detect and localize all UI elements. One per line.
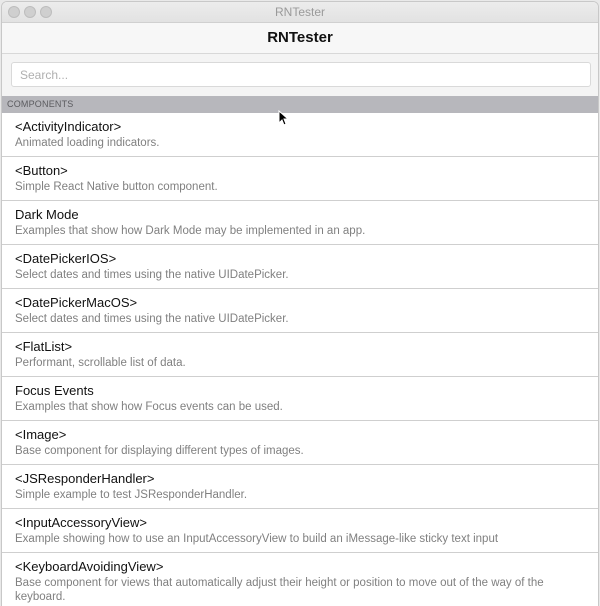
list-item-dark-mode[interactable]	[2, 201, 598, 245]
list-item-title: <ActivityIndicator>	[15, 119, 122, 134]
list-item-description: Example showing how to use an InputAccessoryView to build an iMessage-like sticky text input	[15, 533, 499, 545]
component-list[interactable]	[2, 113, 598, 606]
list-item-title: <JSResponderHandler>	[15, 471, 155, 486]
list-item-title: Dark Mode	[15, 207, 79, 222]
list-item-title: <KeyboardAvoidingView>	[15, 559, 164, 574]
list-item-focus-events[interactable]	[2, 377, 598, 421]
list-item-title: Focus Events	[15, 383, 94, 398]
list-item-title: <Image>	[15, 427, 67, 442]
list-item-js-responder-handler[interactable]	[2, 465, 598, 509]
list-item-date-picker-ios[interactable]	[2, 245, 598, 289]
navigation-bar	[2, 23, 598, 54]
list-item-description: Simple example to test JSResponderHandler.	[15, 489, 248, 501]
window-title: RNTester	[274, 5, 325, 19]
list-item-button[interactable]	[2, 157, 598, 201]
list-item-title: <InputAccessoryView>	[15, 515, 147, 530]
list-item-description: Simple React Native button component.	[15, 181, 218, 193]
list-item-title: <FlatList>	[15, 339, 73, 354]
mouse-pointer-icon	[278, 110, 288, 126]
list-item-description: Select dates and times using the native UIDatePicker.	[15, 313, 289, 325]
list-item-date-picker-macos[interactable]	[2, 289, 598, 333]
list-item-description: Base component for views that automatically adjust their height or position to move out of the way of the keyboard.	[15, 577, 544, 603]
list-item-flat-list[interactable]	[2, 333, 598, 377]
list-item-activity-indicator[interactable]	[2, 113, 598, 157]
list-item-description: Examples that show how Focus events can be used.	[15, 401, 283, 413]
list-item-title: <DatePickerMacOS>	[15, 295, 138, 310]
section-header: COMPONENTS	[2, 96, 598, 113]
title-bar[interactable]	[2, 2, 598, 23]
list-item-title: <DatePickerIOS>	[15, 251, 117, 266]
list-item-image[interactable]	[2, 421, 598, 465]
list-item-input-accessory-view[interactable]	[2, 509, 598, 553]
app-window	[2, 2, 598, 606]
search-bar	[2, 54, 598, 96]
search-input[interactable]	[11, 62, 591, 87]
list-item-title: <Button>	[15, 163, 68, 178]
list-item-description: Examples that show how Dark Mode may be implemented in an app.	[15, 225, 366, 237]
list-item-description: Select dates and times using the native UIDatePicker.	[15, 269, 289, 281]
list-item-description: Animated loading indicators.	[15, 137, 160, 149]
list-item-description: Base component for displaying different types of images.	[15, 445, 304, 457]
page-title: RNTester	[267, 29, 333, 46]
list-item-description: Performant, scrollable list of data.	[15, 357, 186, 369]
list-item-keyboard-avoiding-view[interactable]	[2, 553, 598, 606]
